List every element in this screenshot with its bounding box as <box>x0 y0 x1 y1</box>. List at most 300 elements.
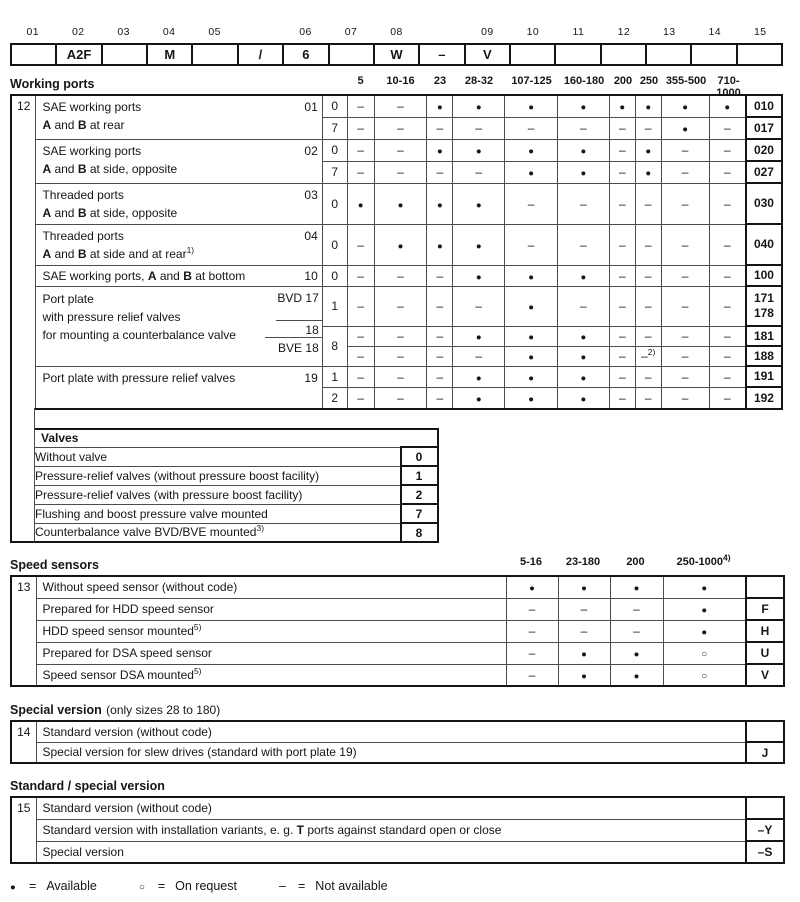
availability-cell: – <box>709 326 746 346</box>
working-ports-title: Working ports <box>10 77 95 91</box>
order-code-cell: –S <box>746 841 784 863</box>
availability-cell: ● <box>558 326 610 346</box>
valve-code-cell: 1 <box>401 466 438 485</box>
variant-code-label: 04 <box>304 228 318 243</box>
availability-cell: – <box>374 387 427 409</box>
valve-subcode-cell: 0 <box>322 224 347 265</box>
code-position-number: 06 <box>299 26 312 38</box>
size-column-header: 710-1000 <box>716 75 741 99</box>
special-version-title: Special version <box>10 703 102 717</box>
availability-cell: – <box>558 598 610 620</box>
availability-cell: – <box>661 286 709 326</box>
code-position-numbers-row <box>10 26 783 38</box>
code-value-box: 6 <box>282 43 329 66</box>
variant-code-label: 10 <box>304 268 318 283</box>
row-number-cell: 12 <box>11 95 36 409</box>
availability-cell: ● <box>453 366 505 387</box>
availability-cell: ● <box>505 346 558 366</box>
code-value-box: V <box>464 43 511 66</box>
description-cell <box>36 95 322 139</box>
availability-cell: ● <box>558 387 610 409</box>
valve-subcode-cell: 0 <box>322 183 347 224</box>
availability-cell: – <box>609 139 635 161</box>
order-code-cell: 010 <box>746 95 782 117</box>
port-plate-description: Port plate with pressure relief valves for mounting a counterbalance valve <box>42 291 236 342</box>
description-cell: Speed sensor DSA mounted$^{5)}$ <box>36 664 506 686</box>
size-column-header: 355-500 <box>665 75 707 87</box>
special-version-table <box>10 720 785 764</box>
availability-cell: – <box>347 286 374 326</box>
size-column-header: 5-16 <box>519 556 543 568</box>
availability-cell: – <box>709 161 746 183</box>
availability-cell: ● <box>610 642 663 664</box>
legend-item <box>279 879 388 893</box>
availability-cell: ● <box>347 183 374 224</box>
description-wrap <box>42 186 319 222</box>
availability-cell: – <box>610 598 663 620</box>
availability-cell: – <box>347 265 374 286</box>
availability-cell: ● <box>558 95 610 117</box>
availability-cell: – <box>374 366 427 387</box>
availability-cell: – <box>427 117 453 139</box>
availability-cell: – <box>506 664 558 686</box>
code-value-box <box>690 43 737 66</box>
size-column-header: 23 <box>433 75 447 87</box>
availability-cell: ● <box>505 387 558 409</box>
working-ports-table <box>10 94 783 410</box>
availability-cell: ○ <box>663 642 746 664</box>
legend-label: On request <box>175 879 237 893</box>
availability-cell: – <box>661 139 709 161</box>
valve-label-cell: Without valve <box>35 447 401 466</box>
availability-cell: ● <box>427 95 453 117</box>
order-code-cell: H <box>746 620 784 642</box>
variant-code-label: 19 <box>304 370 318 385</box>
description-text: Threaded ports A and B at side, opposite <box>42 187 178 220</box>
availability-cell: ● <box>558 366 610 387</box>
legend-item <box>139 879 237 893</box>
code-value-box <box>191 43 238 66</box>
availability-cell: – <box>709 139 746 161</box>
code-position-number: 08 <box>390 26 403 38</box>
order-code-cell <box>746 576 784 598</box>
legend-symbol: ● <box>10 882 16 893</box>
availability-cell: – <box>347 387 374 409</box>
availability-cell: – <box>453 161 505 183</box>
standard-special-table <box>10 796 785 864</box>
availability-cell: – <box>635 326 661 346</box>
size-column-header: 250-1000$^{4)}$ <box>676 552 731 568</box>
availability-cell: – <box>347 95 374 117</box>
code-value-box: / <box>237 43 284 66</box>
availability-cell: ● <box>374 224 427 265</box>
availability-cell: – <box>635 117 661 139</box>
size-column-header: 200 <box>613 75 633 87</box>
availability-cell: – <box>453 117 505 139</box>
description-text: Threaded ports A and B at side and at rear$^{1)}$ <box>42 228 195 261</box>
availability-cell: – <box>609 117 635 139</box>
availability-cell: ● <box>558 664 610 686</box>
valve-subcode-cell: 0 <box>322 95 347 117</box>
availability-cell: – <box>558 224 610 265</box>
availability-cell: – <box>709 286 746 326</box>
speed-sensors-table <box>10 575 785 687</box>
code-position-number: 12 <box>617 26 631 38</box>
valve-subcode-cell: 0 <box>322 265 347 286</box>
availability-cell: – <box>347 139 374 161</box>
availability-cell: – <box>609 265 635 286</box>
special-version-subtitle: (only sizes 28 to 180) <box>106 703 221 717</box>
availability-cell: – <box>609 387 635 409</box>
size-column-header: 200 <box>626 556 645 568</box>
availability-cell: – <box>661 387 709 409</box>
availability-cell: ● <box>505 326 558 346</box>
order-code-cell: 188 <box>746 346 782 366</box>
row-number-cell: 13 <box>11 576 36 686</box>
description-text: SAE working ports A and B at rear <box>42 100 142 132</box>
description-text: SAE working ports A and B at side, opposite <box>42 143 178 176</box>
availability-cell: ● <box>505 139 558 161</box>
availability-cell: – <box>661 326 709 346</box>
legend-equals: = <box>157 879 166 893</box>
code-position-number: 15 <box>753 26 767 38</box>
availability-cell: ● <box>610 664 663 686</box>
legend-equals: = <box>29 879 37 893</box>
availability-cell: ● <box>558 161 610 183</box>
availability-cell: – <box>709 183 746 224</box>
availability-cell: – <box>427 265 453 286</box>
code-value-box <box>600 43 647 66</box>
availability-cell: – <box>661 366 709 387</box>
availability-cell: ● <box>609 95 635 117</box>
availability-cell: – <box>453 286 505 326</box>
availability-cell: ● <box>505 265 558 286</box>
valve-code-cell: 2 <box>401 485 438 504</box>
code-position-number: 05 <box>208 26 221 38</box>
valve-code-cell: 0 <box>401 447 438 466</box>
availability-cell: – <box>610 620 663 642</box>
valve-label-cell: Pressure-relief valves (with pressure boost facility) <box>35 485 401 504</box>
availability-cell: ○ <box>663 664 746 686</box>
availability-cell: – <box>609 183 635 224</box>
working-ports-section <box>10 94 783 543</box>
standard-special-header <box>10 777 783 792</box>
order-code-cell: 192 <box>746 387 782 409</box>
availability-cell: – <box>505 183 558 224</box>
valve-label-cell: Counterbalance valve BVD/BVE mounted$^{3)}$ <box>35 523 401 542</box>
availability-cell: – <box>427 161 453 183</box>
availability-cell: – <box>374 286 427 326</box>
valve-label-cell: Flushing and boost pressure valve mounted <box>35 504 401 523</box>
availability-cell: – <box>506 598 558 620</box>
availability-cell: ● <box>663 598 746 620</box>
legend-symbol: ○ <box>138 882 145 893</box>
code-value-box <box>554 43 601 66</box>
valves-title: Valves <box>35 429 438 447</box>
code-position-number: 10 <box>526 26 540 38</box>
code-position-number: 03 <box>117 26 130 38</box>
row-number-column-extension <box>10 408 35 543</box>
availability-cell: – <box>558 117 610 139</box>
order-code-cell: 040 <box>746 224 782 265</box>
availability-cell: – <box>635 224 661 265</box>
availability-cell: ● <box>374 183 427 224</box>
description-cell: Standard version with installation variants, e. g. T ports against standard open or close <box>36 819 746 841</box>
legend-symbol: – <box>278 879 286 893</box>
order-code-cell: –Y <box>746 819 784 841</box>
availability-cell: – <box>427 366 453 387</box>
valve-type-label: BVE 18 <box>278 340 319 355</box>
availability-cell: – <box>609 161 635 183</box>
availability-cell: – <box>661 265 709 286</box>
size-column-header: 107-125 <box>511 75 552 87</box>
availability-cell: ● <box>453 183 505 224</box>
code-value-box: – <box>418 43 465 66</box>
description-cell <box>36 183 322 224</box>
order-code-cell: 181 <box>746 326 782 346</box>
availability-cell: – <box>661 161 709 183</box>
availability-cell: ● <box>505 286 558 326</box>
order-code-cell: J <box>746 742 784 763</box>
availability-cell: ● <box>635 95 661 117</box>
description-cell: Without speed sensor (without code) <box>36 576 506 598</box>
valve-type-label: 18 <box>305 322 319 337</box>
availability-cell: ● <box>635 161 661 183</box>
description-text: Port plate with pressure relief valves <box>42 370 236 385</box>
code-value-box <box>645 43 692 66</box>
order-code-cell: 191 <box>746 366 782 387</box>
order-code-cell: 017 <box>746 117 782 139</box>
availability-cell: – <box>609 346 635 366</box>
description-wrap <box>42 267 319 285</box>
description-cell: Special version for slew drives (standard with port plate 19) <box>36 742 746 763</box>
code-position-number: 02 <box>71 26 85 38</box>
availability-cell: – <box>558 286 610 326</box>
availability-cell: ● <box>506 576 558 598</box>
availability-cell: – <box>506 620 558 642</box>
availability-cell: – <box>609 366 635 387</box>
availability-cell: – <box>374 265 427 286</box>
description-cell: Special version <box>36 841 746 863</box>
availability-cell: – <box>374 346 427 366</box>
valve-type-label: BVD 17 <box>277 290 319 305</box>
availability-cell: – <box>661 183 709 224</box>
availability-cell: – <box>709 366 746 387</box>
availability-cell: – <box>374 326 427 346</box>
code-value-box: W <box>373 43 420 66</box>
working-ports-header <box>10 75 783 99</box>
valve-subcode-cell: 2 <box>322 387 347 409</box>
availability-cell: – <box>709 346 746 366</box>
description-cell <box>36 224 322 265</box>
availability-cell: ● <box>558 265 610 286</box>
description-cell: Standard version (without code) <box>36 797 746 819</box>
order-code-cell: U <box>746 642 784 664</box>
availability-cell: – <box>558 183 610 224</box>
code-value-box: M <box>146 43 193 66</box>
availability-cell: – <box>635 286 661 326</box>
availability-cell: – <box>609 286 635 326</box>
legend-label: Not available <box>315 879 388 893</box>
valve-subcode-cell: 8 <box>322 326 347 366</box>
size-column-header: 23-180 <box>565 556 601 568</box>
availability-legend <box>10 879 783 893</box>
availability-cell: ● <box>610 576 663 598</box>
order-code-cell <box>746 721 784 742</box>
availability-cell: – <box>374 139 427 161</box>
availability-cell: – <box>635 183 661 224</box>
special-version-header <box>10 701 783 716</box>
availability-cell: ● <box>427 183 453 224</box>
row-number-cell: 15 <box>11 797 36 863</box>
order-code-cell: V <box>746 664 784 686</box>
availability-cell: ● <box>558 642 610 664</box>
availability-cell: – <box>558 620 610 642</box>
availability-cell: ● <box>453 265 505 286</box>
code-value-box <box>10 43 57 66</box>
availability-cell: ● <box>505 95 558 117</box>
description-cell <box>36 286 322 366</box>
availability-cell: – <box>635 265 661 286</box>
availability-cell: – <box>374 117 427 139</box>
description-wrap <box>42 142 319 178</box>
legend-label: Available <box>46 879 97 893</box>
availability-cell: ● <box>558 139 610 161</box>
availability-cell: ● <box>635 139 661 161</box>
size-column-header: 5 <box>357 75 364 87</box>
legend-item <box>10 879 97 893</box>
code-value-box <box>328 43 375 66</box>
order-code-cell: 100 <box>746 265 782 286</box>
availability-cell: ● <box>709 95 746 117</box>
size-column-header: 250 <box>639 75 659 87</box>
availability-cell: – <box>427 286 453 326</box>
availability-cell: – <box>609 326 635 346</box>
variant-code-label: 02 <box>304 143 318 158</box>
description-cell <box>36 139 322 183</box>
availability-cell: ● <box>505 366 558 387</box>
availability-cell: – <box>374 95 427 117</box>
order-code-cell: 027 <box>746 161 782 183</box>
size-column-header: 10-16 <box>386 75 415 87</box>
availability-cell: – <box>661 346 709 366</box>
row-number-cell: 14 <box>11 721 36 763</box>
availability-cell: – <box>347 117 374 139</box>
valve-subcode-cell: 0 <box>322 139 347 161</box>
code-position-number: 04 <box>162 26 176 38</box>
availability-cell: ● <box>661 117 709 139</box>
description-wrap <box>42 227 319 263</box>
availability-cell: – <box>347 346 374 366</box>
availability-cell: – <box>427 387 453 409</box>
label-divider-line <box>265 337 322 338</box>
availability-cell: – <box>609 224 635 265</box>
order-code-cell: 030 <box>746 183 782 224</box>
availability-cell: – <box>709 117 746 139</box>
availability-cell: ● <box>663 620 746 642</box>
availability-cell: ● <box>558 346 610 366</box>
availability-cell: – <box>427 346 453 366</box>
code-position-number: 13 <box>663 26 676 38</box>
availability-cell: – <box>347 366 374 387</box>
availability-cell: ● <box>427 139 453 161</box>
code-position-number: 01 <box>26 26 39 38</box>
valve-subcode-cell: 7 <box>322 117 347 139</box>
availability-cell: – <box>709 224 746 265</box>
speed-sensors-title: Speed sensors <box>10 558 99 572</box>
code-value-box <box>736 43 783 66</box>
description-cell <box>36 265 322 286</box>
code-value-box <box>101 43 148 66</box>
availability-cell: ● <box>661 95 709 117</box>
availability-cell: – <box>709 387 746 409</box>
availability-cell: ● <box>453 326 505 346</box>
availability-cell: – <box>427 326 453 346</box>
availability-cell: ● <box>663 576 746 598</box>
availability-cell: ● <box>453 387 505 409</box>
description-cell: Prepared for HDD speed sensor <box>36 598 506 620</box>
code-position-number: 07 <box>344 26 358 38</box>
speed-size-column-headers <box>505 552 745 568</box>
availability-cell: ● <box>505 161 558 183</box>
size-column-header: 28-32 <box>464 75 494 87</box>
description-wrap <box>42 369 319 387</box>
code-value-box: A2F <box>55 43 102 66</box>
availability-cell: – <box>453 346 505 366</box>
availability-cell: –$^{2)}$ <box>635 346 661 366</box>
description-cell: HDD speed sensor mounted$^{5)}$ <box>36 620 506 642</box>
description-text: SAE working ports, A and B at bottom <box>42 268 246 283</box>
availability-cell: – <box>347 224 374 265</box>
code-position-number: 14 <box>708 26 721 38</box>
valve-label-cell: Pressure-relief valves (without pressure boost facility) <box>35 466 401 485</box>
description-cell: Prepared for DSA speed sensor <box>36 642 506 664</box>
code-position-number: 11 <box>572 26 585 38</box>
availability-cell: – <box>374 161 427 183</box>
variant-code-label: 01 <box>304 100 318 114</box>
code-position-number: 09 <box>481 26 494 38</box>
availability-cell: – <box>505 117 558 139</box>
availability-cell: – <box>635 387 661 409</box>
standard-special-title: Standard / special version <box>10 779 165 793</box>
description-wrap <box>42 98 319 134</box>
valves-table <box>34 428 439 543</box>
valve-code-cell: 7 <box>401 504 438 523</box>
availability-cell: ● <box>558 576 610 598</box>
speed-sensors-header <box>10 552 783 572</box>
availability-cell: – <box>709 265 746 286</box>
availability-cell: – <box>635 366 661 387</box>
availability-cell: – <box>661 224 709 265</box>
code-value-box <box>509 43 556 66</box>
availability-cell: ● <box>453 224 505 265</box>
availability-cell: ● <box>427 224 453 265</box>
order-code-cell: 171 178 <box>746 286 782 326</box>
availability-cell: – <box>505 224 558 265</box>
valve-subcode-cell: 1 <box>322 286 347 326</box>
description-cell <box>36 366 322 409</box>
availability-cell: – <box>347 326 374 346</box>
code-boxes-row <box>10 43 783 66</box>
availability-cell: ● <box>453 139 505 161</box>
availability-cell: – <box>506 642 558 664</box>
order-code-cell: F <box>746 598 784 620</box>
variant-code-label: 03 <box>304 187 318 202</box>
valve-code-cell: 8 <box>401 523 438 542</box>
availability-cell: – <box>347 161 374 183</box>
valve-subcode-cell: 1 <box>322 366 347 387</box>
valve-subcode-cell: 7 <box>322 161 347 183</box>
